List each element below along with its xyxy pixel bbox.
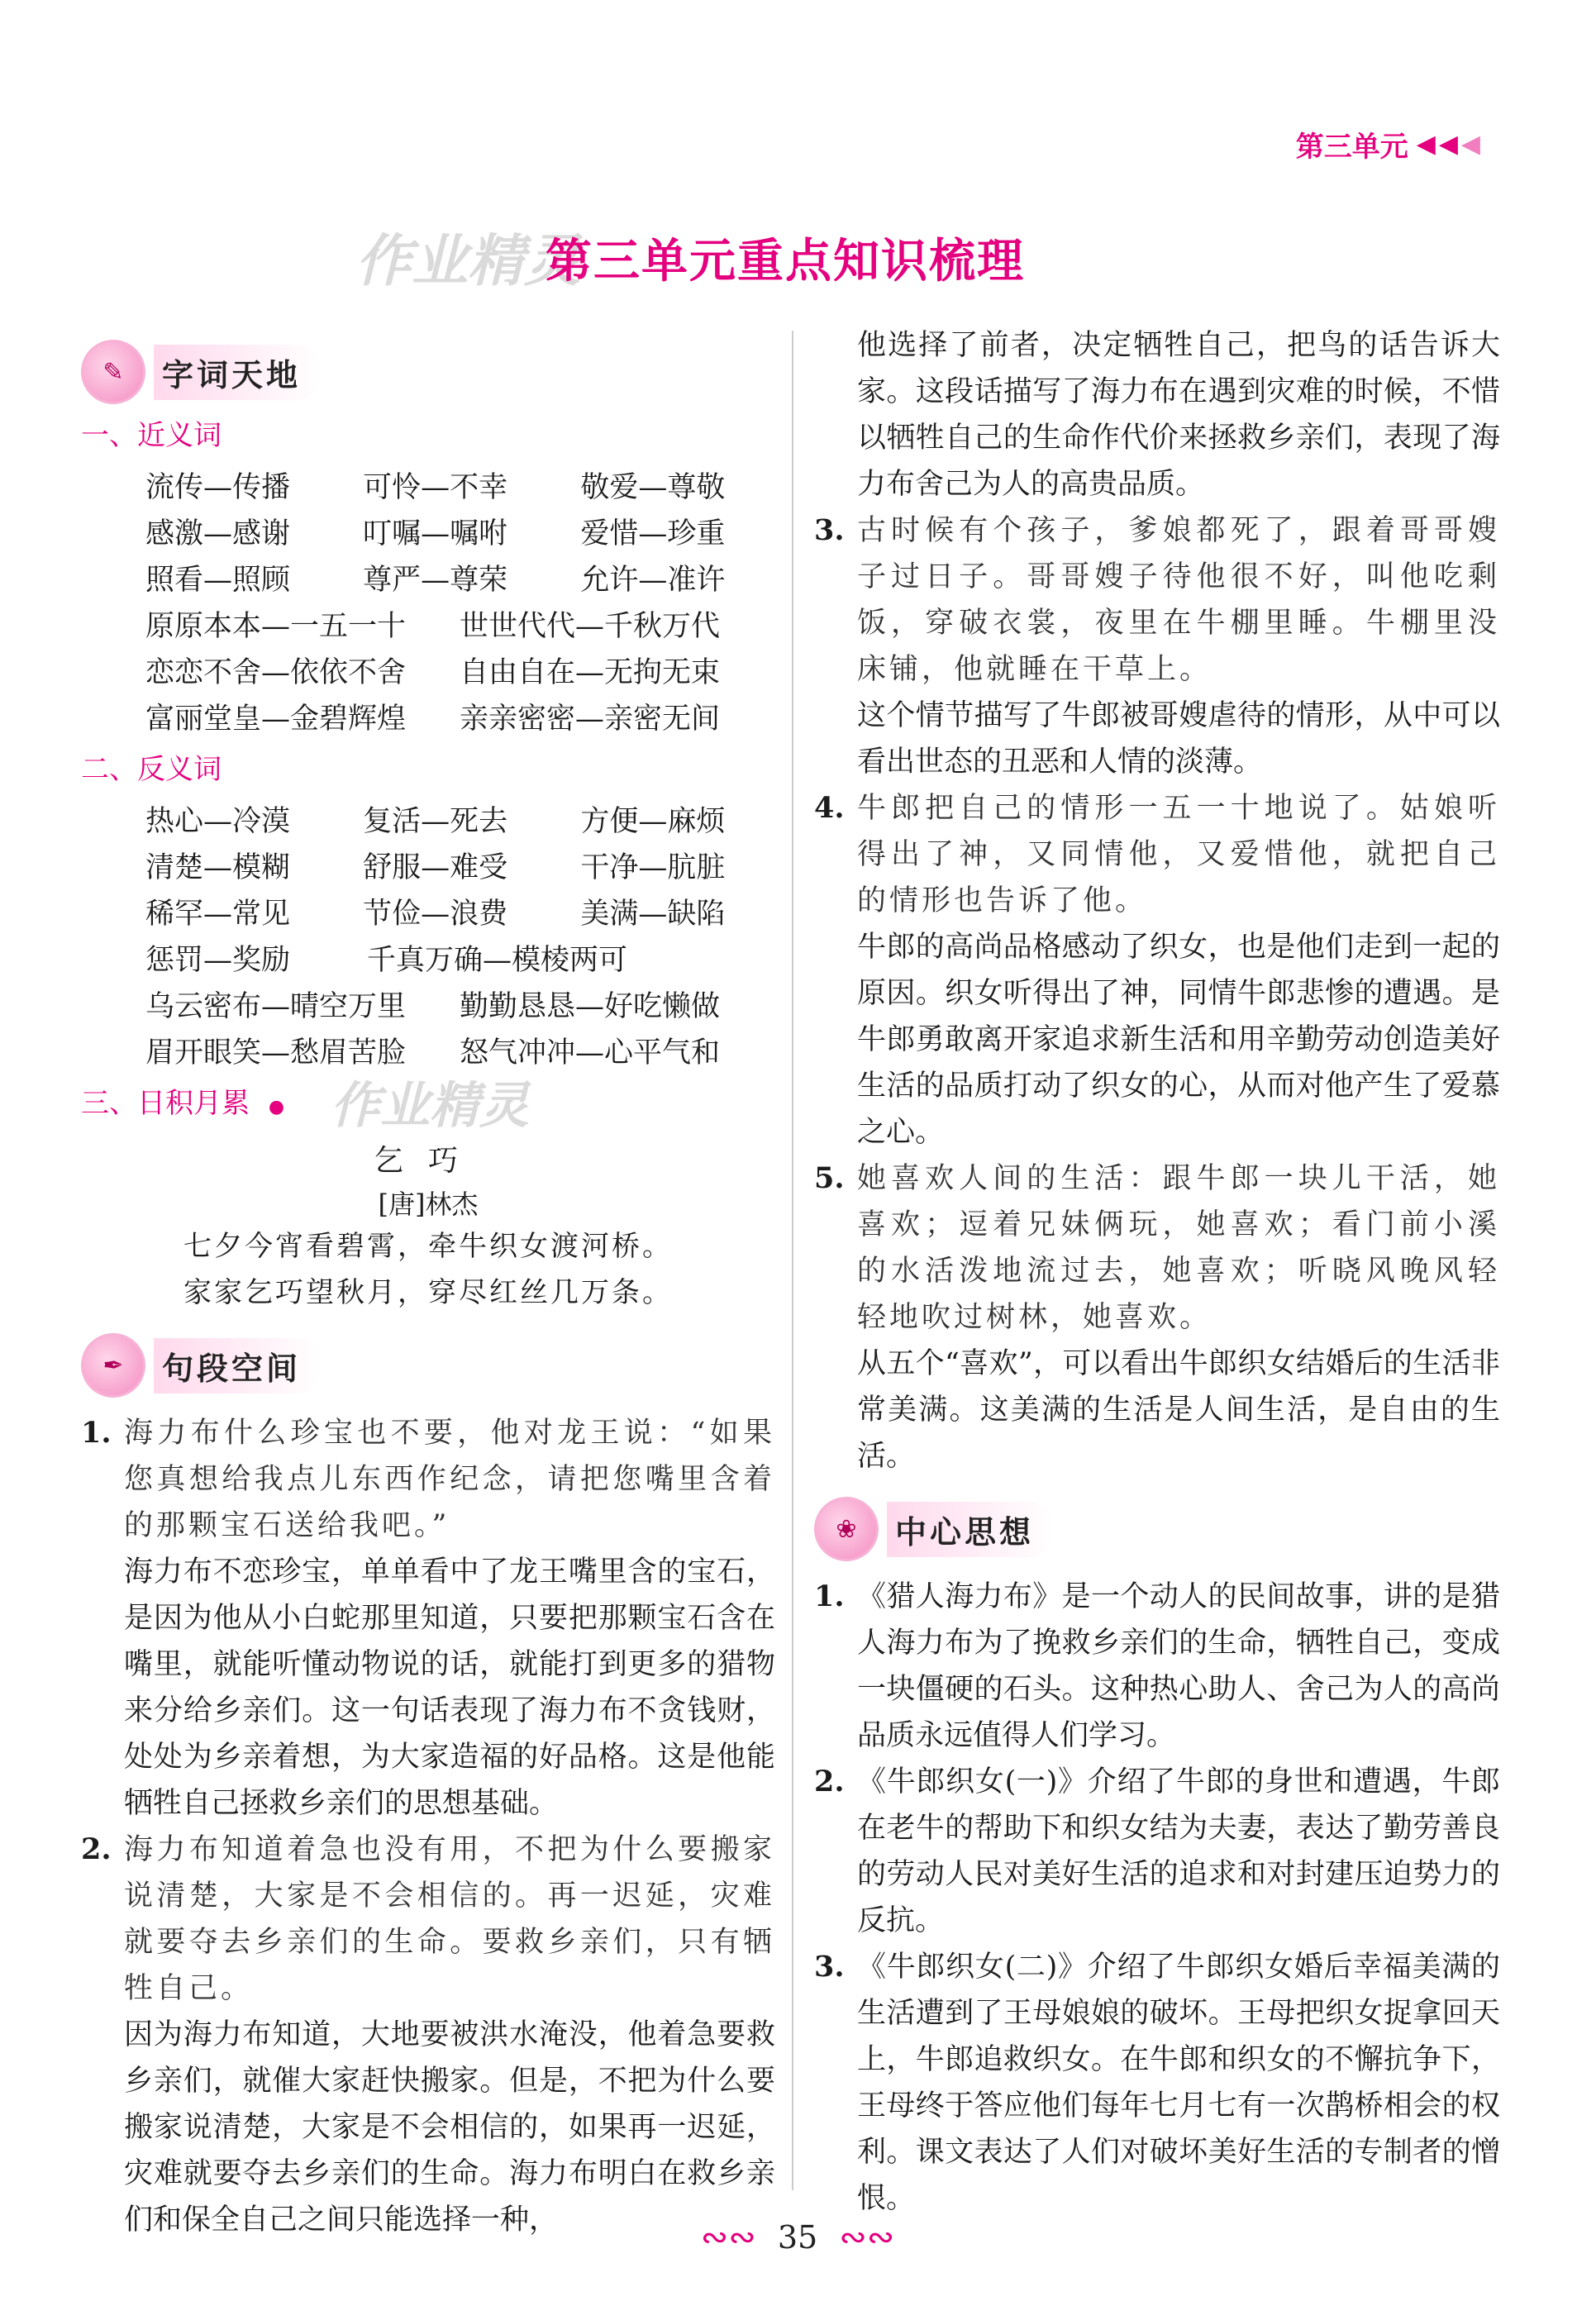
word-pair: 富丽堂皇—金碧辉煌	[145, 703, 407, 736]
word-pair: 复活—死去	[363, 805, 508, 838]
swirl-right-icon: ∾∾	[839, 2218, 895, 2256]
analysis-text: 从五个“喜欢”，可以看出牛郎织女结婚后的生活非常美满。这美满的生活是人间生活，是自由的生活。	[857, 1347, 1500, 1473]
word-pair: 怒气冲冲—心平气和	[460, 1036, 721, 1070]
analysis-text: 这个情节描写了牛郎被哥嫂虐待的情形，从中可以看出世态的丑恶和人情的淡薄。	[857, 699, 1500, 779]
analysis-text: 因为海力布知道，大地要被洪水淹没，他着急要救乡亲们，就催大家赶快搬家。但是，不把为什么要搬家说清楚，大家是不会相信的，如果再一迟延，灾难就要夺去乡亲们的生命。海力布明白在救乡亲们和保全自己之间只能选择一种，	[124, 2018, 775, 2237]
item-number: 4.	[814, 791, 845, 825]
word-pair: 感激—感谢	[145, 517, 291, 550]
analysis-item	[814, 1155, 1500, 1479]
word-pair: 勤勤恳恳—好吃懒做	[460, 990, 721, 1023]
word-row	[81, 845, 775, 891]
word-pair: 流传—传播	[145, 471, 291, 504]
page-number	[678, 2218, 917, 2256]
word-row	[81, 557, 775, 603]
word-pair: 世世代代—千秋万代	[460, 610, 721, 643]
word-pair: 舒服—难受	[363, 851, 508, 884]
word-pair: 恋恋不舍—依依不舍	[145, 656, 407, 689]
section-title: 句段空间	[154, 1338, 321, 1393]
left-column	[81, 322, 775, 2243]
desk-badge-icon: ❀	[814, 1497, 879, 1561]
theme-text: 《牛郎织女(一)》介绍了牛郎的身世和遭遇，牛郎在老牛的帮助下和织女结为夫妻，表达了勤劳善良的劳动人民对美好生活的追求和对封建压迫势力的反抗。	[857, 1765, 1500, 1937]
word-row	[81, 696, 775, 742]
word-pair: 千真万确—模棱两可	[367, 944, 628, 977]
word-pair: 美满—缺陷	[580, 898, 726, 931]
word-row	[81, 464, 775, 511]
antonyms-heading: 二、反义词	[81, 753, 222, 786]
synonym-list	[81, 464, 775, 742]
analysis-item	[81, 1410, 775, 1827]
synonyms-heading: 一、近义词	[81, 419, 222, 452]
section-header-ciyu	[81, 339, 775, 405]
section-title: 字词天地	[154, 345, 321, 400]
quoted-text: 她喜欢人间的生活：跟牛郎一块儿干活，她喜欢；逗着兄妹俩玩，她喜欢；看门前小溪的水活泼地流过去，她喜欢；听晓风晚风轻轻地吹过树林，她喜欢。	[857, 1162, 1500, 1334]
analysis-item	[814, 785, 1500, 1155]
word-pair: 乌云密布—晴空万里	[145, 990, 407, 1023]
word-pair: 清楚—模糊	[145, 851, 291, 884]
word-pair: 可怜—不幸	[363, 471, 508, 504]
dot-marker-icon: ●	[268, 1097, 285, 1117]
analysis-item	[81, 1827, 775, 2243]
word-row	[81, 984, 775, 1030]
page-number-label: 35	[777, 2219, 818, 2256]
theme-text: 《猎人海力布》是一个动人的民间故事，讲的是猎人海力布为了挽救乡亲们的生命，牺牲自己，变成一块僵硬的石头。这种热心助人、舍己为人的高尚品质永远值得人们学习。	[857, 1580, 1500, 1752]
word-row	[81, 603, 775, 650]
word-pair: 自由自在—无拘无束	[460, 656, 721, 689]
quoted-text: 海力布什么珍宝也不要，他对龙王说：“如果您真想给我点儿东西作纪念，请把您嘴里含着的那颗宝石送给我吧。”	[124, 1417, 775, 1542]
poem-author: [唐]林杰	[378, 1189, 479, 1220]
quoted-text: 古时候有个孩子，爹娘都死了，跟着哥哥嫂子过日子。哥哥嫂子待他很不好，叫他吃剩饭，穿破衣裳，夜里在牛棚里睡。牛棚里没床铺，他就睡在干草上。	[857, 514, 1500, 686]
antonym-list	[81, 798, 775, 1076]
word-row	[81, 650, 775, 696]
word-pair: 热心—冷漠	[145, 805, 291, 838]
watermark: 作业精灵	[331, 1077, 529, 1135]
triangle-arrows-icon: ◀ ◀ ◀	[1416, 130, 1480, 159]
analysis-text: 牛郎的高尚品格感动了织女，也是他们走到一起的原因。织女听得出了神，同情牛郎悲惨的遭遇。是牛郎勇敢离开家追求新生活和用辛勤劳动创造美好生活的品质打动了织女的心，从而对他产生了爱慕之心。	[857, 931, 1500, 1149]
section-header-zhongxin	[814, 1496, 1500, 1562]
theme-text: 《牛郎织女(二)》介绍了牛郎织女婚后幸福美满的生活遭到了王母娘娘的破坏。王母把织女捉拿回天上，牛郎追救织女。在牛郎和织女的不懈抗争下，王母终于答应他们每年七月七有一次鹊桥相会的权利。课文表达了人们对破坏美好生活的专制者的憎恨。	[857, 1951, 1500, 2215]
word-pair: 稀罕—常见	[145, 898, 291, 931]
item-number: 1.	[814, 1579, 845, 1613]
word-row	[81, 511, 775, 557]
word-pair: 惩罚—奖励	[145, 944, 291, 977]
column-divider	[792, 331, 793, 2190]
swirl-left-icon: ∾∾	[700, 2218, 756, 2256]
unit-tag-label: 第三单元	[1295, 131, 1408, 164]
theme-item	[814, 1574, 1500, 1759]
section-header-juduan	[81, 1332, 775, 1398]
quoted-text: 海力布知道着急也没有用，不把为什么要搬家说清楚，大家是不会相信的。再一迟延，灾难就要夺去乡亲们的生命。要救乡亲们，只有牺牲自己。	[124, 1833, 775, 2005]
page-title: 第三单元重点知识梳理	[545, 235, 1025, 288]
poem-line: 七夕今宵看碧霄，牵牛织女渡河桥。	[183, 1230, 673, 1263]
word-pair: 方便—麻烦	[580, 805, 726, 838]
unit-tag	[1296, 124, 1480, 164]
pen-badge-icon: ✎	[81, 340, 145, 404]
analysis-text: 他选择了前者，决定牺牲自己，把鸟的话告诉大家。这段话描写了海力布在遇到灾难的时候，不惜以牺牲自己的生命作代价来拯救乡亲们，表现了海力布舍己为人的高贵品质。	[857, 329, 1500, 501]
word-pair: 干净—肮脏	[580, 851, 726, 884]
analysis-item	[814, 507, 1500, 785]
section-title: 中心思想	[887, 1502, 1054, 1557]
watermark: 作业精灵	[355, 229, 581, 294]
poem-title: 乞巧	[373, 1144, 483, 1178]
word-pair: 亲亲密密—亲密无间	[460, 703, 721, 736]
word-pair: 允许—准许	[580, 564, 726, 597]
analysis-item-continued	[814, 322, 1500, 507]
accumulation-heading-label: 三、日积月累	[81, 1087, 250, 1120]
word-pair: 叮嘱—嘱咐	[363, 517, 508, 550]
item-number: 3.	[814, 513, 845, 547]
item-number: 3.	[814, 1950, 845, 1984]
analysis-text: 海力布不恋珍宝，单单看中了龙王嘴里含的宝石，是因为他从小白蛇那里知道，只要把那颗宝石含在嘴里，就能听懂动物说的话，就能打到更多的猎物来分给乡亲们。这一句话表现了海力布不贪钱财，处处为乡亲着想，为大家造福的好品格。这是他能牺牲自己拯救乡亲们的思想基础。	[124, 1555, 775, 1820]
theme-item	[814, 1944, 1500, 2222]
word-row	[81, 937, 775, 984]
item-number: 5.	[814, 1161, 845, 1195]
word-pair: 照看—照顾	[145, 564, 291, 597]
quoted-text: 牛郎把自己的情形一五一十地说了。姑娘听得出了神，又同情他，又爱惜他，就把自己的情形也告诉了他。	[857, 792, 1500, 917]
right-column	[814, 322, 1500, 2222]
word-pair: 爱惜—珍重	[580, 517, 726, 550]
word-pair: 敬爱—尊敬	[580, 471, 726, 504]
item-number: 2.	[81, 1832, 112, 1866]
item-number: 1.	[81, 1416, 112, 1450]
word-pair: 尊严—尊荣	[363, 564, 508, 597]
item-number: 2.	[814, 1765, 845, 1798]
word-row	[81, 798, 775, 845]
quill-badge-icon: ✒	[81, 1333, 145, 1398]
word-pair: 眉开眼笑—愁眉苦脸	[145, 1036, 407, 1070]
word-pair: 节俭—浪费	[363, 898, 508, 931]
word-row	[81, 891, 775, 937]
word-pair: 原原本本—一五一十	[145, 610, 407, 643]
poem-line: 家家乞巧望秋月，穿尽红丝几万条。	[183, 1276, 673, 1309]
theme-item	[814, 1759, 1500, 1944]
